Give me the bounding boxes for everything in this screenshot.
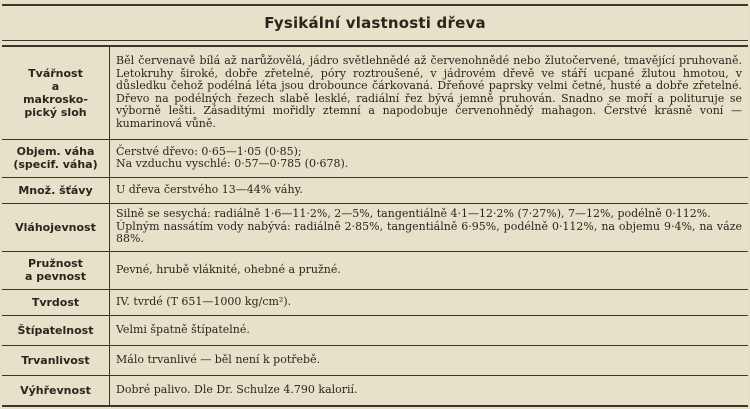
row-label-line: pický sloh — [24, 105, 87, 119]
row-value-line: Čerstvé dřevo: 0·65—1·05 (0·85); — [116, 144, 302, 158]
properties-table — [2, 45, 748, 406]
row-label-line: Vláhojevnost — [15, 220, 96, 234]
table-row — [2, 177, 748, 203]
row-value-line: Na vzduchu vyschlé: 0·57—0·785 (0·678). — [116, 157, 349, 170]
row-value — [110, 139, 749, 177]
row-label-line: (specif. váha) — [13, 158, 98, 171]
row-value — [110, 203, 749, 251]
row-value-line: Málo trvanlivé — běl není k potřebě. — [116, 352, 321, 366]
row-label-line: Množ. šťávy — [18, 183, 93, 197]
row-label — [2, 375, 110, 405]
row-label-line: Štípatelnost — [17, 323, 94, 337]
row-value — [110, 177, 749, 203]
row-value — [110, 345, 749, 375]
row-value — [110, 375, 749, 405]
row-value — [110, 251, 749, 289]
properties-sheet — [2, 4, 748, 407]
row-value-line: Pevné, hrubě vláknité, ohebné a pružné. — [116, 262, 341, 276]
row-label-line: Výhřevnost — [20, 383, 91, 397]
table-row — [2, 315, 748, 345]
row-label-line: a — [51, 79, 60, 93]
row-value — [110, 46, 749, 139]
row-value-line: U dřeva čerstvého 13—44% váhy. — [116, 182, 303, 196]
table-row — [2, 139, 748, 177]
table-row — [2, 345, 748, 375]
row-value-line: Úplným nassátím vody nabývá: radiálně 2·85%, tangentiálně 6·95%, podélně 0·112%, na objemu 9·4%, na váze 88%. — [116, 219, 742, 246]
row-value-line: Silně se sesychá: radiálně 1·6—11·2%, 2—5%, tangentiálně 4·1—12·2% (7·27%), 7—12%, podélně 0·112%. — [116, 207, 711, 221]
table-row — [2, 289, 748, 315]
row-label — [2, 177, 110, 203]
row-value-line: IV. tvrdé (T 651—1000 kg/cm²). — [116, 294, 292, 308]
row-label-line: Tvářnost — [28, 66, 83, 80]
row-label — [2, 46, 110, 139]
row-label — [2, 289, 110, 315]
row-label — [2, 345, 110, 375]
row-value-line: Běl červenavě bílá až narůžovělá, jádro světlehnědé až červenohnědé nebo žlutočervené, tmavějící pruhovaně. Letokruhy široké, dobře zřetelné, póry roztroušené, v jádrovém dřevě ve stáří ucpané žlutou hmotou, v důsledku čehož podélná léta jsou drobounce čárkovaná. Dřeňové paprsky velmi četné, husté a dobře zřetelné. Dřevo na podélných řezech slabě lesklé, radiální řez bývá jemně pruhován. Snadno se moří a polituruje se výborně lešti. Zásaditými mořidly ztemní a napodobuje červenohnědý mahagon. Čerstvé krásně voní — kumarinová vůně. — [116, 54, 742, 130]
row-label-line: makrosko- — [23, 92, 88, 106]
row-label-line: a pevnost — [25, 270, 86, 283]
table-row — [2, 375, 748, 405]
table-row — [2, 203, 748, 251]
page-title: Fysikální vlastnosti dřeva — [2, 6, 748, 41]
row-value-line: Velmi špatně štípatelné. — [116, 322, 250, 336]
table-row — [2, 251, 748, 289]
row-value — [110, 315, 749, 345]
row-label-line: Pružnost — [28, 257, 83, 270]
row-label — [2, 251, 110, 289]
row-value-line: Dobré palivo. Dle Dr. Schulze 4.790 kalorií. — [116, 382, 358, 396]
row-label — [2, 315, 110, 345]
row-label-line: Trvanlivost — [21, 353, 90, 367]
row-value — [110, 289, 749, 315]
row-label — [2, 139, 110, 177]
table-row — [2, 46, 748, 139]
row-label-line: Objem. váha — [16, 145, 95, 158]
row-label-line: Tvrdost — [31, 295, 80, 309]
row-label — [2, 203, 110, 251]
